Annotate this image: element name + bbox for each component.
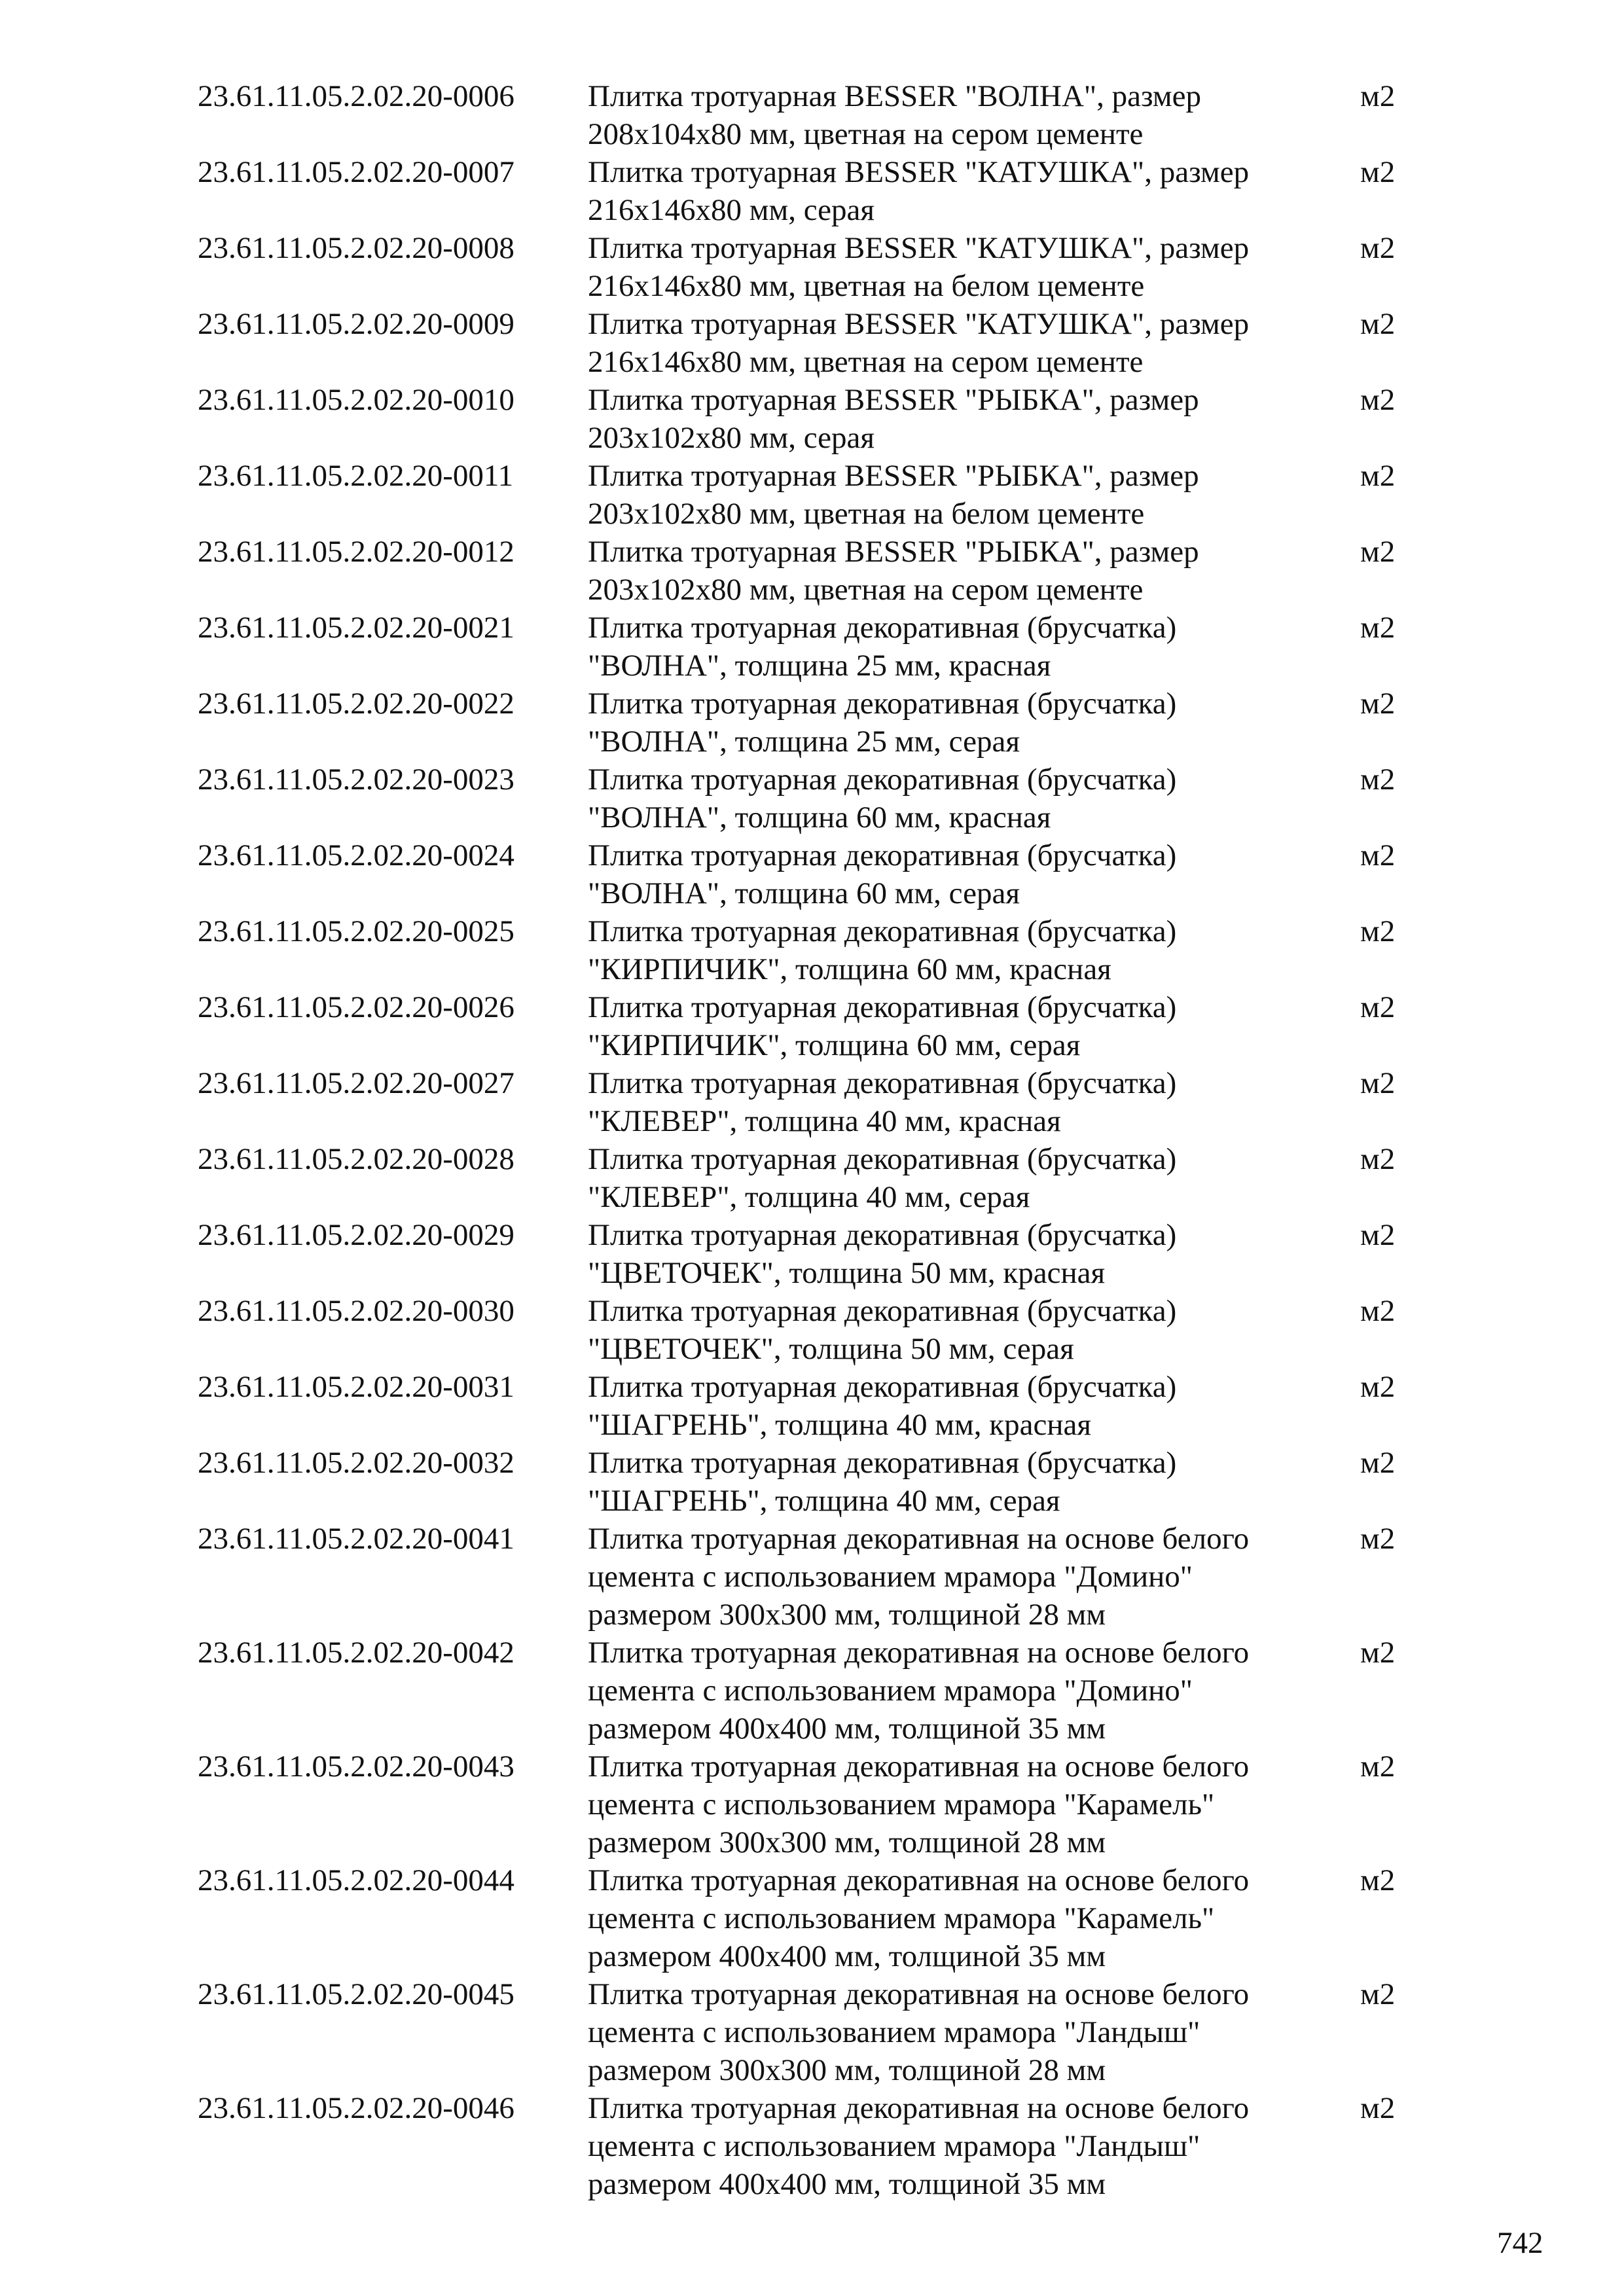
- list-item: [0, 153, 1624, 229]
- description-line: цемента с использованием мрамора "Ландыш": [588, 2129, 1200, 2163]
- item-unit: м2: [1360, 990, 1396, 1024]
- description-line: Плитка тротуарная декоративная (брусчатка): [588, 762, 1177, 797]
- item-code: 23.61.11.05.2.02.20-0026: [198, 990, 514, 1024]
- description-line: размером 300х300 мм, толщиной 28 мм: [588, 1825, 1106, 1859]
- item-description: [588, 836, 1360, 912]
- item-description: [588, 457, 1360, 533]
- item-description: [588, 381, 1360, 457]
- description-line: размером 400х400 мм, толщиной 35 мм: [588, 1939, 1106, 1973]
- item-unit: м2: [1360, 1522, 1396, 1556]
- list-item: [0, 1748, 1624, 1861]
- list-item: [0, 761, 1624, 836]
- item-unit: м2: [1360, 611, 1396, 645]
- description-line: Плитка тротуарная BESSER "РЫБКА", размер: [588, 535, 1199, 569]
- description-line: Плитка тротуарная декоративная (брусчатка): [588, 1218, 1177, 1252]
- description-line: "КЛЕВЕР", толщина 40 мм, красная: [588, 1104, 1061, 1138]
- description-line: Плитка тротуарная BESSER "КАТУШКА", размер: [588, 155, 1250, 189]
- item-description: [588, 1140, 1360, 1216]
- item-description: [588, 1861, 1360, 1975]
- description-line: "ВОЛНА", толщина 60 мм, красная: [588, 800, 1051, 834]
- list-item: [0, 457, 1624, 533]
- description-line: Плитка тротуарная декоративная (брусчатка): [588, 990, 1177, 1024]
- description-line: "ШАГРЕНЬ", толщина 40 мм, красная: [588, 1408, 1091, 1442]
- item-description: [588, 609, 1360, 685]
- item-description: [588, 761, 1360, 836]
- item-code: 23.61.11.05.2.02.20-0044: [198, 1863, 514, 1897]
- item-description: [588, 1634, 1360, 1748]
- list-item: [0, 1861, 1624, 1975]
- item-code: 23.61.11.05.2.02.20-0042: [198, 1636, 514, 1670]
- item-unit: м2: [1360, 1218, 1396, 1252]
- item-code: 23.61.11.05.2.02.20-0045: [198, 1977, 514, 2011]
- description-line: Плитка тротуарная BESSER "КАТУШКА", размер: [588, 231, 1250, 265]
- description-line: 216х146х80 мм, цветная на сером цементе: [588, 345, 1144, 379]
- description-line: "ЦВЕТОЧЕК", толщина 50 мм, красная: [588, 1256, 1106, 1290]
- item-code: 23.61.11.05.2.02.20-0007: [198, 155, 514, 189]
- item-description: [588, 685, 1360, 761]
- item-unit: м2: [1360, 79, 1396, 113]
- description-line: Плитка тротуарная декоративная (брусчатка): [588, 838, 1177, 872]
- item-unit: м2: [1360, 459, 1396, 493]
- item-code: 23.61.11.05.2.02.20-0021: [198, 611, 514, 645]
- description-line: размером 400х400 мм, толщиной 35 мм: [588, 2167, 1106, 2201]
- description-line: 203х102х80 мм, цветная на белом цементе: [588, 497, 1145, 531]
- item-unit: м2: [1360, 1977, 1396, 2011]
- list-item: [0, 609, 1624, 685]
- description-line: Плитка тротуарная декоративная на основе белого: [588, 1863, 1250, 1897]
- price-list: [0, 77, 1624, 2203]
- item-code: 23.61.11.05.2.02.20-0008: [198, 231, 514, 265]
- item-description: [588, 1292, 1360, 1368]
- description-line: размером 300х300 мм, толщиной 28 мм: [588, 2053, 1106, 2087]
- item-code: 23.61.11.05.2.02.20-0011: [198, 459, 514, 493]
- item-unit: м2: [1360, 231, 1396, 265]
- description-line: Плитка тротуарная декоративная на основе белого: [588, 1636, 1250, 1670]
- item-code: 23.61.11.05.2.02.20-0046: [198, 2091, 514, 2125]
- description-line: размером 300х300 мм, толщиной 28 мм: [588, 1598, 1106, 1632]
- list-item: [0, 77, 1624, 153]
- item-code: 23.61.11.05.2.02.20-0030: [198, 1294, 514, 1328]
- list-item: [0, 988, 1624, 1064]
- item-unit: м2: [1360, 1294, 1396, 1328]
- item-code: 23.61.11.05.2.02.20-0025: [198, 914, 514, 948]
- item-description: [588, 1975, 1360, 2089]
- list-item: [0, 1140, 1624, 1216]
- description-line: цемента с использованием мрамора "Домино": [588, 1674, 1193, 1708]
- item-unit: м2: [1360, 1446, 1396, 1480]
- item-code: 23.61.11.05.2.02.20-0010: [198, 383, 514, 417]
- item-unit: м2: [1360, 914, 1396, 948]
- description-line: 203х102х80 мм, серая: [588, 421, 875, 455]
- description-line: размером 400х400 мм, толщиной 35 мм: [588, 1712, 1106, 1746]
- description-line: 208х104х80 мм, цветная на сером цементе: [588, 117, 1144, 151]
- list-item: [0, 1292, 1624, 1368]
- list-item: [0, 836, 1624, 912]
- description-line: Плитка тротуарная декоративная (брусчатка): [588, 687, 1177, 721]
- description-line: Плитка тротуарная BESSER "РЫБКА", размер: [588, 459, 1199, 493]
- description-line: 216х146х80 мм, серая: [588, 193, 875, 227]
- description-line: "ЦВЕТОЧЕК", толщина 50 мм, серая: [588, 1332, 1074, 1366]
- item-code: 23.61.11.05.2.02.20-0032: [198, 1446, 514, 1480]
- description-line: "ВОЛНА", толщина 25 мм, серая: [588, 725, 1020, 759]
- item-code: 23.61.11.05.2.02.20-0043: [198, 1749, 514, 1784]
- list-item: [0, 533, 1624, 609]
- item-code: 23.61.11.05.2.02.20-0012: [198, 535, 514, 569]
- item-unit: м2: [1360, 155, 1396, 189]
- item-code: 23.61.11.05.2.02.20-0023: [198, 762, 514, 797]
- description-line: Плитка тротуарная BESSER "РЫБКА", размер: [588, 383, 1199, 417]
- item-code: 23.61.11.05.2.02.20-0009: [198, 307, 514, 341]
- page-number: 742: [1497, 2226, 1543, 2260]
- description-line: Плитка тротуарная декоративная на основе белого: [588, 1977, 1250, 2011]
- item-description: [588, 1748, 1360, 1861]
- description-line: цемента с использованием мрамора "Домино": [588, 1560, 1193, 1594]
- item-unit: м2: [1360, 1066, 1396, 1100]
- description-line: 216х146х80 мм, цветная на белом цементе: [588, 269, 1145, 303]
- description-line: Плитка тротуарная BESSER "КАТУШКА", размер: [588, 307, 1250, 341]
- description-line: "ВОЛНА", толщина 25 мм, красная: [588, 649, 1051, 683]
- item-description: [588, 988, 1360, 1064]
- item-unit: м2: [1360, 687, 1396, 721]
- list-item: [0, 1520, 1624, 1634]
- description-line: "КИРПИЧИК", толщина 60 мм, красная: [588, 952, 1111, 986]
- description-line: "ШАГРЕНЬ", толщина 40 мм, серая: [588, 1484, 1060, 1518]
- item-code: 23.61.11.05.2.02.20-0028: [198, 1142, 514, 1176]
- item-unit: м2: [1360, 1636, 1396, 1670]
- item-code: 23.61.11.05.2.02.20-0031: [198, 1370, 514, 1404]
- item-code: 23.61.11.05.2.02.20-0027: [198, 1066, 514, 1100]
- description-line: Плитка тротуарная декоративная на основе белого: [588, 1749, 1250, 1784]
- description-line: Плитка тротуарная декоративная (брусчатка): [588, 611, 1177, 645]
- list-item: [0, 1368, 1624, 1444]
- description-line: Плитка тротуарная декоративная (брусчатка): [588, 1294, 1177, 1328]
- list-item: [0, 1064, 1624, 1140]
- item-unit: м2: [1360, 1142, 1396, 1176]
- item-description: [588, 229, 1360, 305]
- list-item: [0, 381, 1624, 457]
- description-line: Плитка тротуарная декоративная (брусчатка): [588, 1142, 1177, 1176]
- description-line: "КИРПИЧИК", толщина 60 мм, серая: [588, 1028, 1081, 1062]
- item-description: [588, 1216, 1360, 1292]
- description-line: Плитка тротуарная BESSER "ВОЛНА", размер: [588, 79, 1201, 113]
- list-item: [0, 1975, 1624, 2089]
- description-line: "КЛЕВЕР", толщина 40 мм, серая: [588, 1180, 1030, 1214]
- description-line: Плитка тротуарная декоративная (брусчатка): [588, 1446, 1177, 1480]
- item-code: 23.61.11.05.2.02.20-0041: [198, 1522, 514, 1556]
- description-line: цемента с использованием мрамора "Ландыш": [588, 2015, 1200, 2049]
- item-description: [588, 912, 1360, 988]
- item-unit: м2: [1360, 535, 1396, 569]
- item-description: [588, 1520, 1360, 1634]
- list-item: [0, 229, 1624, 305]
- description-line: Плитка тротуарная декоративная (брусчатка): [588, 1066, 1177, 1100]
- item-unit: м2: [1360, 2091, 1396, 2125]
- item-description: [588, 2089, 1360, 2203]
- description-line: Плитка тротуарная декоративная (брусчатка): [588, 914, 1177, 948]
- item-unit: м2: [1360, 307, 1396, 341]
- list-item: [0, 1216, 1624, 1292]
- item-code: 23.61.11.05.2.02.20-0006: [198, 79, 514, 113]
- description-line: цемента с использованием мрамора "Карамель": [588, 1787, 1215, 1821]
- list-item: [0, 1444, 1624, 1520]
- list-item: [0, 1634, 1624, 1748]
- item-description: [588, 77, 1360, 153]
- item-code: 23.61.11.05.2.02.20-0029: [198, 1218, 514, 1252]
- item-unit: м2: [1360, 838, 1396, 872]
- item-unit: м2: [1360, 383, 1396, 417]
- description-line: Плитка тротуарная декоративная (брусчатка): [588, 1370, 1177, 1404]
- item-code: 23.61.11.05.2.02.20-0022: [198, 687, 514, 721]
- item-unit: м2: [1360, 1370, 1396, 1404]
- item-code: 23.61.11.05.2.02.20-0024: [198, 838, 514, 872]
- list-item: [0, 685, 1624, 761]
- item-description: [588, 533, 1360, 609]
- description-line: цемента с использованием мрамора "Карамель": [588, 1901, 1215, 1935]
- item-description: [588, 305, 1360, 381]
- item-unit: м2: [1360, 1749, 1396, 1784]
- item-unit: м2: [1360, 1863, 1396, 1897]
- item-description: [588, 1444, 1360, 1520]
- description-line: Плитка тротуарная декоративная на основе белого: [588, 1522, 1250, 1556]
- item-description: [588, 1064, 1360, 1140]
- description-line: "ВОЛНА", толщина 60 мм, серая: [588, 876, 1020, 910]
- item-description: [588, 1368, 1360, 1444]
- list-item: [0, 305, 1624, 381]
- list-item: [0, 2089, 1624, 2203]
- list-item: [0, 912, 1624, 988]
- description-line: 203х102х80 мм, цветная на сером цементе: [588, 573, 1144, 607]
- item-description: [588, 153, 1360, 229]
- item-unit: м2: [1360, 762, 1396, 797]
- description-line: Плитка тротуарная декоративная на основе белого: [588, 2091, 1250, 2125]
